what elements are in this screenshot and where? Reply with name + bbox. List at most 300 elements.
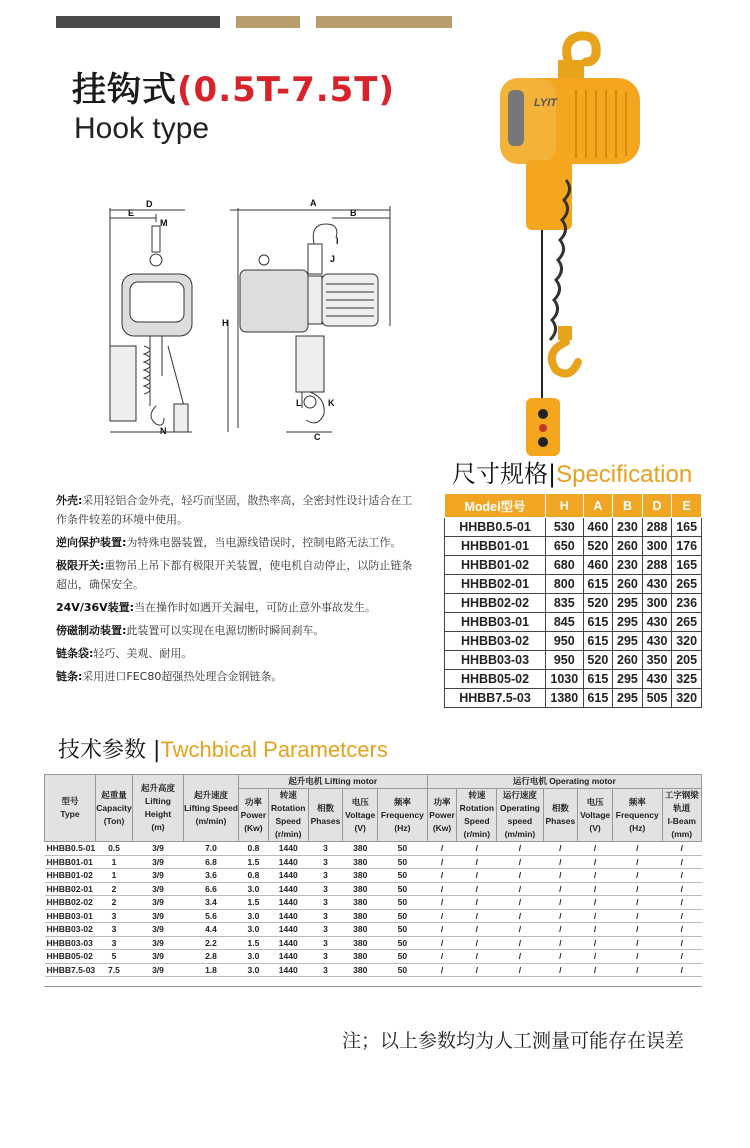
params-cell-value: / — [457, 882, 497, 896]
params-cell-value: 50 — [378, 896, 427, 910]
params-col-header-line: Power — [429, 809, 455, 820]
feature-key: 链条: — [56, 670, 83, 683]
params-cell-value: 380 — [343, 882, 378, 896]
params-col-header-line: Type — [60, 809, 80, 819]
params-cell-value: 3 — [308, 842, 343, 856]
params-row — [45, 882, 702, 896]
feature-text: 为特殊电器装置，当电源线错误时，控制电路无法工作。 — [126, 536, 402, 549]
params-cell-value: / — [543, 855, 578, 869]
spec-cell-value: 650 — [546, 537, 584, 556]
params-cell-value: / — [662, 869, 701, 883]
dim-label-I: I — [336, 236, 339, 246]
spec-cell-value: 236 — [672, 594, 702, 613]
params-cell-value: / — [427, 950, 457, 964]
spec-cell-value: 680 — [546, 556, 584, 575]
spec-cell-value: 615 — [583, 632, 613, 651]
params-cell-value: 50 — [378, 855, 427, 869]
spec-row — [445, 613, 702, 632]
params-col-header — [497, 789, 543, 842]
params-cell-value: 1440 — [268, 963, 308, 977]
spec-cell-value: 520 — [583, 651, 613, 670]
params-cell-value: 380 — [343, 936, 378, 950]
feature-key: 傍磁制动装置: — [56, 624, 127, 637]
params-col-header-line: 功率 — [433, 796, 451, 807]
params-cell-type: HHBB03-03 — [45, 936, 96, 950]
params-cell-value: / — [543, 950, 578, 964]
params-cell-value: 1.5 — [239, 855, 269, 869]
spec-cell-value: 800 — [546, 575, 584, 594]
params-row — [45, 855, 702, 869]
spec-cell-value: 260 — [613, 575, 643, 594]
params-cell-value: 3 — [308, 869, 343, 883]
params-cell-value: 3/9 — [133, 909, 184, 923]
params-cell-value: 3/9 — [133, 882, 184, 896]
spec-cell-value: 835 — [546, 594, 584, 613]
params-cell-value: / — [662, 950, 701, 964]
spec-cell-value: 300 — [642, 537, 672, 556]
params-cell-value: / — [578, 869, 613, 883]
params-cell-value: 3.0 — [239, 963, 269, 977]
dim-label-K: K — [328, 398, 335, 408]
params-cell-value: 50 — [378, 963, 427, 977]
params-cell-value: 50 — [378, 842, 427, 856]
params-cell-value: 3.0 — [239, 882, 269, 896]
params-cell-value: / — [543, 923, 578, 937]
feature-item — [56, 644, 416, 663]
params-cell-type: HHBB0.5-01 — [46, 843, 96, 854]
params-cell-value: / — [578, 896, 613, 910]
params-cell-value: 0.5 — [96, 842, 133, 856]
params-cell-value: 1.5 — [239, 936, 269, 950]
params-cell-value: 3/9 — [133, 842, 184, 856]
params-cell-value: 50 — [378, 950, 427, 964]
params-cell-value: 1440 — [268, 842, 308, 856]
params-cell-value: / — [662, 896, 701, 910]
params-col-header-line: 功率 — [244, 796, 262, 807]
spec-col-H: H — [546, 494, 584, 518]
params-col-header-line: 轨道 — [673, 803, 691, 813]
params-cell-value: 3/9 — [133, 936, 184, 950]
capacity-range: (0.5T-7.5T) — [177, 70, 396, 110]
spec-cell-value: 295 — [613, 670, 643, 689]
spec-cell-value: 430 — [642, 670, 672, 689]
params-cell-value: 3/9 — [133, 923, 184, 937]
params-group-row — [45, 775, 702, 789]
params-col-header-line: (V) — [589, 822, 601, 833]
params-cell-value: / — [427, 842, 457, 856]
params-col-header — [378, 789, 427, 842]
params-cell-value: / — [497, 923, 543, 937]
spec-cell-value: 265 — [672, 575, 702, 594]
spec-cell-value: 520 — [583, 594, 613, 613]
params-cell-value: / — [427, 923, 457, 937]
params-cell-value: 1.8 — [184, 963, 239, 977]
page-title: 挂钩式(0.5T-7.5T) — [72, 70, 396, 110]
params-cell-value: / — [543, 936, 578, 950]
params-cell-value: / — [578, 950, 613, 964]
spec-cell-value: 615 — [583, 613, 613, 632]
params-col-header-line: Rotation — [459, 803, 495, 813]
params-col-header-line: (mm) — [671, 829, 693, 839]
params-col-header-line: 起升速度 — [193, 789, 228, 800]
params-cell-value: / — [497, 896, 543, 910]
group-lifting-motor: 起升电机 Lifting motor — [239, 775, 428, 789]
params-cell-value: 50 — [378, 882, 427, 896]
params-cell-value: / — [457, 923, 497, 937]
params-cell-value: / — [427, 963, 457, 977]
params-cell-value: / — [497, 882, 543, 896]
params-col-header-line: (V) — [354, 822, 366, 833]
spec-cell-value: 295 — [613, 613, 643, 632]
params-cell-value: 6.6 — [184, 882, 239, 896]
params-cell-value: / — [427, 909, 457, 923]
spec-cell-value: 615 — [583, 689, 613, 708]
params-cell-value: / — [578, 936, 613, 950]
params-col-header-line: (Hz) — [394, 822, 411, 833]
params-cell-type: HHBB02-02 — [45, 896, 96, 910]
params-cell-value: 1440 — [268, 936, 308, 950]
spec-cell-model: HHBB03-03 — [445, 651, 546, 670]
params-col-header-line: 频率 — [628, 796, 646, 807]
spec-cell-value: 520 — [583, 537, 613, 556]
params-cell-value: / — [543, 882, 578, 896]
params-col-header-line: (m/min) — [195, 815, 227, 826]
params-cell-value: / — [497, 963, 543, 977]
params-cell-value: 3 — [308, 963, 343, 977]
spec-cell-model: HHBB01-01 — [445, 537, 546, 556]
params-col-header — [184, 775, 239, 842]
spec-cell-value: 950 — [546, 632, 584, 651]
params-col-header-line: 频率 — [393, 796, 411, 807]
params-cell-value: 3 — [308, 950, 343, 964]
params-cell-value: / — [613, 869, 662, 883]
dim-label-B: B — [350, 208, 357, 218]
spec-cell-value: 165 — [672, 518, 702, 537]
feature-list — [56, 491, 416, 690]
params-cell-value: 3/9 — [133, 896, 184, 910]
params-cell-value: 3.0 — [239, 950, 269, 964]
params-col-header-line: Lifting Speed — [184, 802, 238, 813]
params-cell-type: HHBB02-01 — [45, 882, 96, 896]
params-cell-value: 3 — [96, 936, 133, 950]
params-cell-value: / — [613, 896, 662, 910]
params-cell-value: 380 — [343, 855, 378, 869]
params-col-header-line: (m/min) — [504, 829, 536, 839]
params-cell-value: / — [578, 882, 613, 896]
params-col-header — [239, 789, 269, 842]
params-cell-value: / — [613, 909, 662, 923]
params-cell-value: / — [613, 963, 662, 977]
dim-label-E: E — [128, 208, 135, 218]
params-cell-value: 3 — [308, 923, 343, 937]
params-cell-value: / — [457, 950, 497, 964]
spec-cell-value: 530 — [546, 518, 584, 537]
params-col-header-line: Phases — [545, 816, 576, 826]
spec-cell-model: HHBB05-02 — [445, 670, 546, 689]
params-cell-value: 380 — [343, 909, 378, 923]
params-col-header-line: 工字钢梁 — [664, 790, 699, 800]
spec-row — [445, 556, 702, 575]
params-col-header — [543, 789, 578, 842]
spec-cell-value: 165 — [672, 556, 702, 575]
spec-cell-value: 460 — [583, 556, 613, 575]
params-cell-value: 3 — [96, 923, 133, 937]
params-cell-type: HHBB01-01 — [45, 855, 96, 869]
params-col-header — [427, 789, 457, 842]
params-col-header — [45, 775, 96, 842]
spec-cell-value: 950 — [546, 651, 584, 670]
params-col-header-line: 型号 — [61, 796, 79, 806]
params-cell-value: 3.4 — [184, 896, 239, 910]
params-cell-value: / — [578, 963, 613, 977]
dim-label-N: N — [160, 426, 167, 436]
spec-row — [445, 594, 702, 613]
params-cell-value: 3/9 — [133, 869, 184, 883]
spec-cell-value: 615 — [583, 575, 613, 594]
page-subtitle: Hook type — [74, 112, 210, 145]
params-col-header-line: Speed — [464, 816, 490, 826]
params-cell-value: / — [578, 923, 613, 937]
spec-cell-model: HHBB0.5-01 — [445, 518, 546, 537]
params-col-header — [268, 789, 308, 842]
params-col-header-line: speed — [507, 816, 533, 826]
spec-cell-value: 288 — [642, 518, 672, 537]
params-col-header-line: Frequency — [380, 809, 424, 820]
params-col-header-line: (Kw) — [244, 822, 263, 833]
spec-cell-value: 295 — [613, 689, 643, 708]
params-row — [45, 896, 702, 910]
spec-cell-value: 505 — [642, 689, 672, 708]
params-cell-value: 5.6 — [184, 909, 239, 923]
params-col-header-line: (m) — [151, 822, 165, 832]
spec-cell-value: 205 — [672, 651, 702, 670]
params-cell-value: 3/9 — [133, 950, 184, 964]
header-bar-tan-short — [236, 16, 300, 28]
params-col-header-line: I-Beam — [667, 816, 696, 826]
feature-key: 链条袋: — [56, 647, 94, 660]
header-bar-tan-long — [316, 16, 452, 28]
params-cell-type: HHBB03-02 — [45, 923, 96, 937]
params-col-header-line: Speed — [275, 816, 301, 826]
params-col-header-line: (r/min) — [463, 829, 491, 839]
table-bottom-rule — [44, 986, 702, 987]
spec-cell-model: HHBB02-02 — [445, 594, 546, 613]
spec-cell-model: HHBB03-02 — [445, 632, 546, 651]
spec-table — [444, 493, 702, 708]
params-cell-value: / — [662, 936, 701, 950]
params-cell-value: / — [543, 896, 578, 910]
spec-row — [445, 518, 702, 537]
params-row — [45, 950, 702, 964]
spec-cell-value: 295 — [613, 632, 643, 651]
params-cell-value: / — [662, 963, 701, 977]
feature-item — [56, 556, 416, 594]
params-cell-value: / — [497, 842, 543, 856]
spec-cell-model: HHBB7.5-03 — [445, 689, 546, 708]
params-cell-value: 3 — [308, 882, 343, 896]
params-cell-value: 3 — [308, 855, 343, 869]
params-cell-value: / — [543, 869, 578, 883]
params-cell-value: 1 — [96, 855, 133, 869]
params-col-header — [457, 789, 497, 842]
params-cell-value: / — [457, 842, 497, 856]
spec-cell-value: 300 — [642, 594, 672, 613]
params-cell-value: / — [613, 855, 662, 869]
params-cell-value: / — [543, 909, 578, 923]
params-cell-value: 3 — [96, 909, 133, 923]
spec-col-E: E — [672, 494, 702, 518]
params-col-header-line: 相数 — [316, 803, 334, 813]
spec-cell-value: 320 — [672, 689, 702, 708]
params-col-header — [343, 789, 378, 842]
params-col-header-line: 起升高度 — [140, 783, 175, 793]
dim-label-L: L — [296, 398, 302, 408]
spec-col-A: A — [583, 494, 613, 518]
params-cell-value: / — [497, 936, 543, 950]
spec-cell-value: 430 — [642, 613, 672, 632]
params-cell-value: / — [427, 936, 457, 950]
params-col-header-line: Rotation — [270, 803, 306, 813]
brand-label: LYIT — [534, 97, 558, 109]
params-col-header-line: 起重量 — [101, 789, 127, 800]
feature-text: 当在操作时如遇开关漏电，可防止意外事故发生。 — [134, 601, 377, 614]
params-cell-value: 50 — [378, 936, 427, 950]
spec-row — [445, 575, 702, 594]
dim-label-C: C — [314, 432, 321, 442]
feature-key: 外壳: — [56, 494, 83, 507]
spec-cell-value: 350 — [642, 651, 672, 670]
params-cell-value: 5 — [96, 950, 133, 964]
params-cell-value: / — [662, 882, 701, 896]
params-table — [44, 774, 702, 977]
spec-heading: 尺寸规格|Specification — [452, 460, 693, 488]
params-cell-value: 2 — [96, 896, 133, 910]
params-cell-value: 380 — [343, 923, 378, 937]
params-cell-value: 0.8 — [239, 842, 269, 856]
params-col-header — [96, 775, 133, 842]
params-row — [45, 923, 702, 937]
params-col-header-line: (r/min) — [275, 829, 302, 839]
params-col-header-line: Height — [144, 809, 172, 819]
params-cell-value: / — [457, 963, 497, 977]
measurement-note: 注；以上参数均为人工测量可能存在误差 — [342, 1030, 685, 1052]
feature-item — [56, 667, 416, 686]
params-cell-value: 0.8 — [239, 869, 269, 883]
feature-item — [56, 533, 416, 552]
params-col-header-line: Frequency — [615, 809, 659, 820]
params-cell-value: / — [543, 963, 578, 977]
feature-item — [56, 621, 416, 640]
dim-label-H: H — [222, 318, 229, 328]
params-cell-value: 50 — [378, 869, 427, 883]
spec-cell-value: 430 — [642, 575, 672, 594]
params-cell-value: 3/9 — [133, 855, 184, 869]
feature-item — [56, 598, 416, 617]
params-cell-value: 1440 — [268, 855, 308, 869]
dim-label-M: M — [160, 218, 168, 228]
params-cell-value: / — [662, 842, 701, 856]
spec-cell-model: HHBB01-02 — [445, 556, 546, 575]
spec-col-D: D — [642, 494, 672, 518]
params-col-header-line: (Ton) — [103, 815, 125, 826]
params-cell-value: 50 — [378, 923, 427, 937]
params-cell-type: HHBB05-02 — [45, 950, 96, 964]
params-col-header-line: Lifting — [145, 796, 171, 806]
spec-cell-model: HHBB03-01 — [445, 613, 546, 632]
params-cell-value: / — [497, 909, 543, 923]
params-cell-value: 6.8 — [184, 855, 239, 869]
spec-cell-value: 1380 — [546, 689, 584, 708]
params-cell-value: 1440 — [268, 869, 308, 883]
dim-label-D: D — [146, 199, 153, 209]
spec-cell-value: 615 — [583, 670, 613, 689]
params-col-header — [133, 775, 184, 842]
params-cell-value: 2 — [96, 882, 133, 896]
params-row — [45, 909, 702, 923]
spec-cell-value: 230 — [613, 518, 643, 537]
hoist-product-image — [486, 30, 654, 460]
params-row — [45, 869, 702, 883]
params-cell-value: / — [613, 936, 662, 950]
spec-cell-value: 845 — [546, 613, 584, 632]
spec-col-B: B — [613, 494, 643, 518]
params-cell-value: / — [613, 950, 662, 964]
params-col-header-line: 相数 — [551, 803, 569, 813]
params-cell-value: 1 — [96, 869, 133, 883]
feature-item — [56, 491, 416, 529]
spec-cell-value: 230 — [613, 556, 643, 575]
params-cell-value: / — [662, 923, 701, 937]
params-cell-value: / — [613, 923, 662, 937]
feature-text: 此装置可以实现在电源切断时瞬间刹车。 — [126, 624, 325, 637]
params-col-header-line: Operating — [499, 803, 540, 813]
feature-text: 采用进口FEC80超强热处理合金钢链条。 — [82, 670, 283, 683]
params-cell-value: / — [497, 855, 543, 869]
dim-label-A: A — [310, 198, 317, 208]
spec-cell-value: 288 — [642, 556, 672, 575]
feature-text: 采用轻铝合金外壳，轻巧而坚固，散热率高，全密封性设计适合在工作条件较差的环境中使用。 — [56, 494, 413, 526]
params-col-header — [613, 789, 662, 842]
params-col-header-line: 运行速度 — [502, 790, 537, 800]
params-col-header-line: Voltage — [345, 809, 376, 820]
params-cell-value: 1.5 — [239, 896, 269, 910]
params-cell-value: / — [457, 869, 497, 883]
params-cell-value: / — [427, 869, 457, 883]
params-cell-value: 1440 — [268, 950, 308, 964]
params-cell-value: 380 — [343, 842, 378, 856]
params-cell-value: / — [497, 869, 543, 883]
params-cell-value: 2.8 — [184, 950, 239, 964]
params-cell-value: / — [457, 896, 497, 910]
params-cell-value: 7.5 — [96, 963, 133, 977]
spec-cell-value: 430 — [642, 632, 672, 651]
params-cell-type: HHBB7.5-03 — [46, 964, 96, 975]
params-cell-value: / — [457, 909, 497, 923]
params-cell-value: 7.0 — [184, 842, 239, 856]
params-col-header-line: Power — [240, 809, 267, 820]
params-cell-type: HHBB01-02 — [45, 869, 96, 883]
params-cell-value: / — [427, 896, 457, 910]
params-col-header-line: 电压 — [586, 796, 604, 807]
params-cell-value: 3.0 — [239, 909, 269, 923]
spec-cell-value: 260 — [613, 537, 643, 556]
params-cell-value: 4.4 — [184, 923, 239, 937]
spec-row — [445, 632, 702, 651]
params-cell-value: 380 — [343, 896, 378, 910]
spec-row — [445, 689, 702, 708]
params-col-header-line: (Kw) — [432, 822, 452, 833]
params-col-header-line: Capacity — [96, 802, 132, 813]
